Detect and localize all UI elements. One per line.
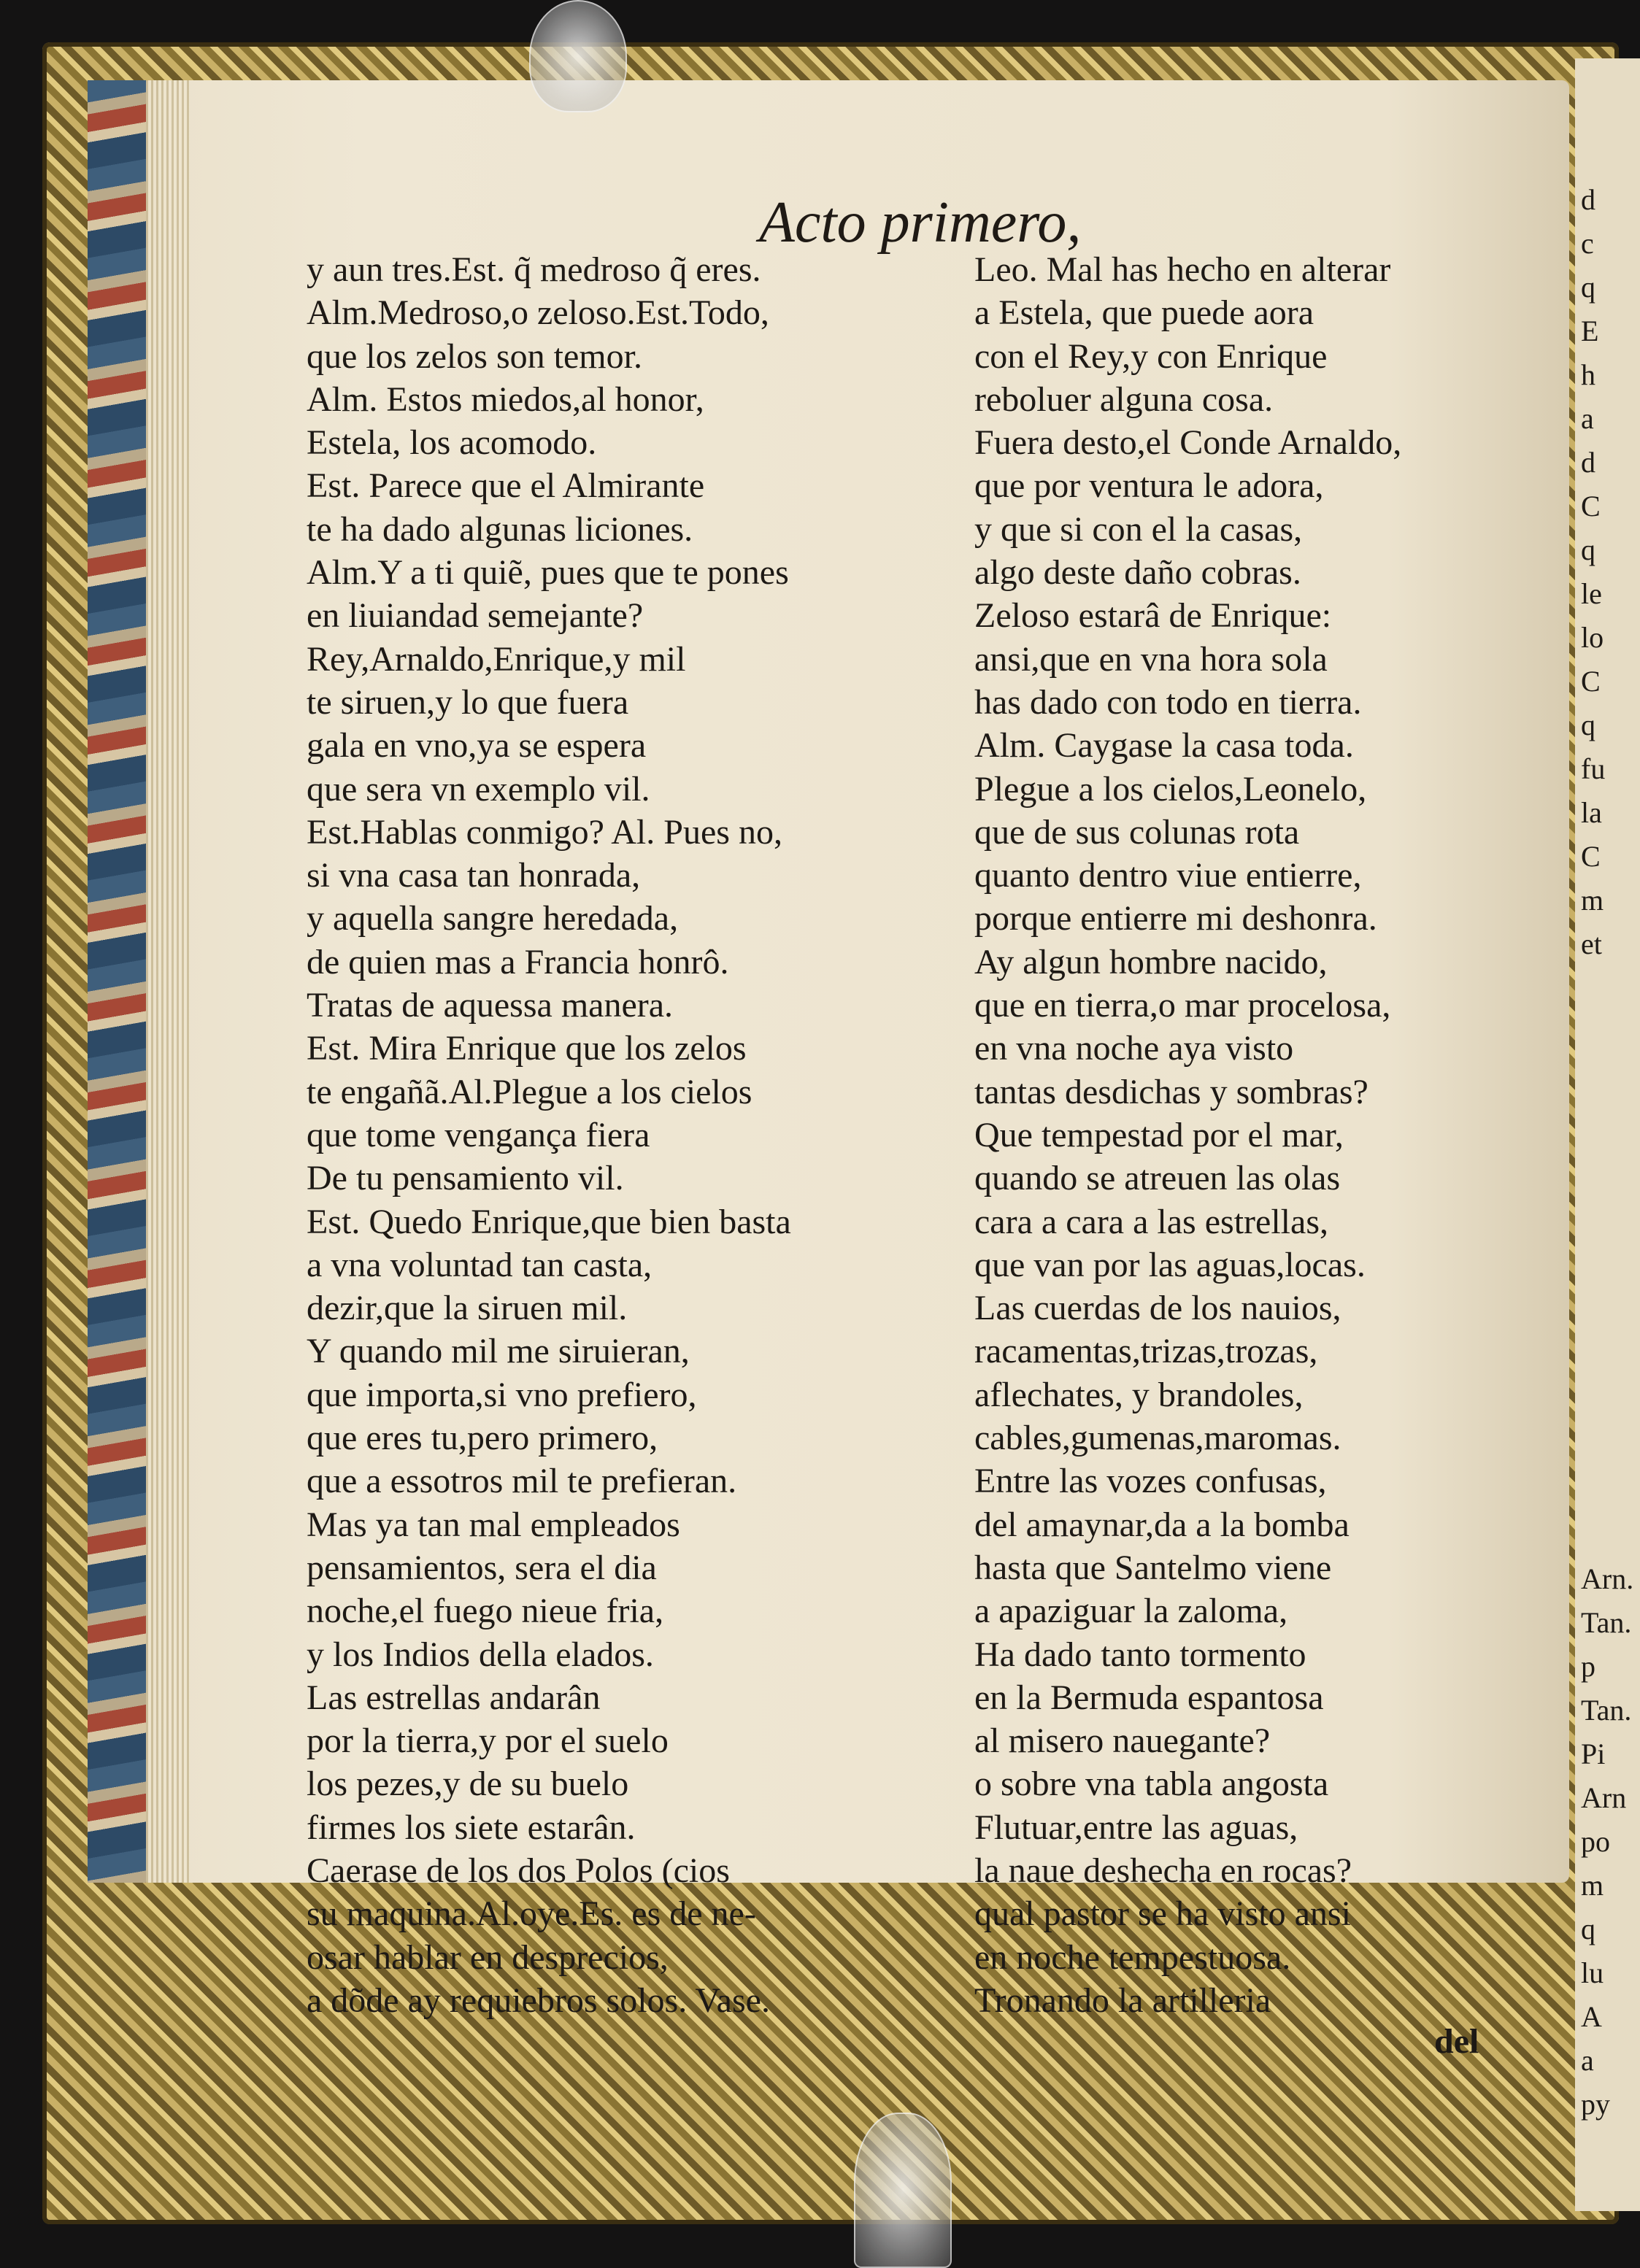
text-line: su maquina.Al.oye.Es. es de ne-	[307, 1894, 756, 1934]
text-line: a dõde ay requiebros solos. Vase.	[307, 1980, 770, 2020]
text-line: que tome vengança fiera	[307, 1115, 650, 1154]
text-line: hasta que Santelmo viene	[974, 1548, 1332, 1587]
adjacent-page-text: A	[1581, 2000, 1602, 2033]
adjacent-page-text: d	[1581, 446, 1595, 479]
adjacent-page-text: m	[1581, 1869, 1604, 1902]
text-line: en liuiandad semejante?	[307, 596, 644, 636]
text-line: Tronando la artilleria	[974, 1980, 1271, 2020]
adjacent-page-text: m	[1581, 884, 1604, 917]
text-line: o sobre vna tabla angosta	[974, 1764, 1329, 1804]
adjacent-page-text: Tan.	[1581, 1606, 1632, 1639]
book-clip-bottom	[854, 2113, 952, 2268]
text-line: te engañã.Al.Plegue a los cielos	[307, 1072, 752, 1111]
running-header: Acto primero,	[759, 190, 1082, 255]
text-line: con el Rey,y con Enrique	[974, 336, 1328, 376]
text-line: que van por las aguas,locas.	[974, 1245, 1366, 1284]
adjacent-page-text: p	[1581, 1650, 1595, 1683]
text-line: gala en vno,ya se espera	[307, 726, 647, 765]
text-line: has dado con todo en tierra.	[974, 682, 1362, 722]
text-line: Leo. Mal has hecho en alterar	[974, 250, 1391, 289]
text-line: dezir,que la siruen mil.	[307, 1289, 628, 1328]
adjacent-page-text: Arn.	[1581, 1562, 1634, 1595]
text-line: por la tierra,y por el suelo	[307, 1721, 669, 1761]
text-line: Las estrellas andarân	[307, 1678, 601, 1717]
adjacent-page-text: c	[1581, 227, 1594, 260]
text-line: Mas ya tan mal empleados	[307, 1505, 680, 1544]
text-line: Alm.Y a ti quiẽ, pues que te pones	[307, 553, 789, 593]
adjacent-page-text: d	[1581, 183, 1595, 216]
adjacent-page-text: E	[1581, 315, 1599, 347]
text-line: firmes los siete estarân.	[307, 1808, 636, 1847]
text-line: quando se atreuen las olas	[974, 1159, 1341, 1198]
text-line: Fuera desto,el Conde Arnaldo,	[974, 423, 1402, 463]
adjacent-page-text: q	[1581, 1913, 1595, 1945]
text-line: Estela, los acomodo.	[307, 423, 597, 463]
text-line: pensamientos, sera el dia	[307, 1548, 657, 1587]
text-line: de quien mas a Francia honrô.	[307, 942, 729, 981]
text-line: Alm.Medroso,o zeloso.Est.Todo,	[307, 293, 769, 333]
text-line: aflechates, y brandoles,	[974, 1375, 1304, 1414]
text-line: al misero nauegante?	[974, 1721, 1271, 1761]
adjacent-page-text: q	[1581, 533, 1595, 566]
adjacent-page-text: a	[1581, 402, 1594, 435]
text-line: Ay algun hombre nacido,	[974, 942, 1328, 981]
text-line: y que si con el la casas,	[974, 509, 1303, 549]
text-line: Est. Quedo Enrique,que bien basta	[307, 1202, 791, 1241]
adjacent-page-text: a	[1581, 2044, 1594, 2077]
text-line: Que tempestad por el mar,	[974, 1115, 1344, 1154]
text-line: Est. Parece que el Almirante	[307, 466, 705, 506]
adjacent-page-text: Arn	[1581, 1781, 1627, 1814]
text-line: a Estela, que puede aora	[974, 293, 1314, 333]
text-line: Est.Hablas conmigo? Al. Pues no,	[307, 812, 782, 852]
text-line: algo deste daño cobras.	[974, 553, 1301, 593]
catchword: del	[1434, 2022, 1479, 2061]
text-line: te ha dado algunas liciones.	[307, 509, 693, 549]
text-line: qual pastor se ha visto ansi	[974, 1894, 1351, 1934]
adjacent-page-text: lu	[1581, 1956, 1604, 1989]
book-clip-top	[529, 0, 627, 112]
right-text-column	[974, 248, 1529, 2022]
text-line: cara a cara a las estrellas,	[974, 1202, 1328, 1241]
text-line: quanto dentro viue entierre,	[974, 856, 1362, 895]
text-line: Alm. Caygase la casa toda.	[974, 726, 1354, 765]
marbled-endpaper	[88, 80, 146, 1883]
text-line: que los zelos son temor.	[307, 336, 642, 376]
text-line: del amaynar,da a la bomba	[974, 1505, 1350, 1544]
page-edges	[146, 80, 190, 1883]
text-line: la naue deshecha en rocas?	[974, 1851, 1352, 1890]
text-line: osar hablar en desprecios,	[307, 1937, 669, 1977]
text-line: Las cuerdas de los nauios,	[974, 1289, 1341, 1328]
adjacent-page-text: py	[1581, 2088, 1610, 2121]
text-line: reboluer alguna cosa.	[974, 379, 1274, 419]
text-line: a apaziguar la zaloma,	[974, 1592, 1288, 1631]
text-line: que de sus colunas rota	[974, 812, 1300, 852]
text-line: Flutuar,entre las aguas,	[974, 1808, 1298, 1847]
text-line: Caerase de los dos Polos (cios	[307, 1851, 730, 1890]
adjacent-page-text: fu	[1581, 752, 1606, 785]
text-line: Rey,Arnaldo,Enrique,y mil	[307, 639, 686, 679]
text-line: en la Bermuda espantosa	[974, 1678, 1324, 1717]
text-line: Alm. Estos miedos,al honor,	[307, 379, 704, 419]
text-line: que por ventura le adora,	[974, 466, 1324, 506]
adjacent-page-text: C	[1581, 840, 1601, 873]
text-line: porque entierre mi deshonra.	[974, 899, 1377, 938]
text-line: en vna noche aya visto	[974, 1029, 1294, 1068]
text-line: tantas desdichas y sombras?	[974, 1072, 1368, 1111]
adjacent-page-text: C	[1581, 490, 1601, 522]
text-line: y aun tres.Est. q̃ medroso q̃ eres.	[307, 250, 761, 289]
adjacent-page-text: lo	[1581, 621, 1604, 654]
text-line: Tratas de aquessa manera.	[307, 986, 674, 1025]
adjacent-page-text: po	[1581, 1825, 1610, 1858]
adjacent-page-text: Tan.	[1581, 1694, 1632, 1727]
text-line: ansi,que en vna hora sola	[974, 639, 1328, 679]
left-text-column	[307, 248, 956, 2022]
text-line: Zeloso estarâ de Enrique:	[974, 596, 1332, 636]
text-line: te siruen,y lo que fuera	[307, 682, 629, 722]
text-line: que en tierra,o mar procelosa,	[974, 986, 1391, 1025]
adjacent-page-text: et	[1581, 927, 1602, 960]
adjacent-page-text: C	[1581, 665, 1601, 698]
text-line: noche,el fuego nieue fria,	[307, 1592, 664, 1631]
text-line: a vna voluntad tan casta,	[307, 1245, 652, 1284]
text-line: Ha dado tanto tormento	[974, 1635, 1306, 1674]
adjacent-page-text: q	[1581, 709, 1595, 741]
text-line: De tu pensamiento vil.	[307, 1159, 624, 1198]
text-line: que sera vn exemplo vil.	[307, 769, 650, 809]
adjacent-page-text: q	[1581, 271, 1595, 304]
adjacent-page-text: Pi	[1581, 1737, 1606, 1770]
adjacent-page-fragment	[1575, 58, 1640, 2211]
text-line: que eres tu,pero primero,	[307, 1419, 658, 1458]
text-line: cables,gumenas,maromas.	[974, 1419, 1341, 1458]
text-line: Est. Mira Enrique que los zelos	[307, 1029, 747, 1068]
text-line: Entre las vozes confusas,	[974, 1462, 1327, 1501]
adjacent-page-text: le	[1581, 577, 1602, 610]
text-line: los pezes,y de su buelo	[307, 1764, 629, 1804]
text-line: y los Indios della elados.	[307, 1635, 654, 1674]
text-line: Plegue a los cielos,Leonelo,	[974, 769, 1367, 809]
adjacent-page-text: la	[1581, 796, 1602, 829]
text-line: que a essotros mil te prefieran.	[307, 1462, 737, 1501]
text-line: y aquella sangre heredada,	[307, 899, 679, 938]
text-line: si vna casa tan honrada,	[307, 856, 641, 895]
text-line: en noche tempestuosa.	[974, 1937, 1291, 1977]
text-line: que importa,si vno prefiero,	[307, 1375, 697, 1414]
text-line: Y quando mil me siruieran,	[307, 1332, 690, 1371]
text-line: racamentas,trizas,trozas,	[974, 1332, 1318, 1371]
adjacent-page-text: h	[1581, 358, 1595, 391]
